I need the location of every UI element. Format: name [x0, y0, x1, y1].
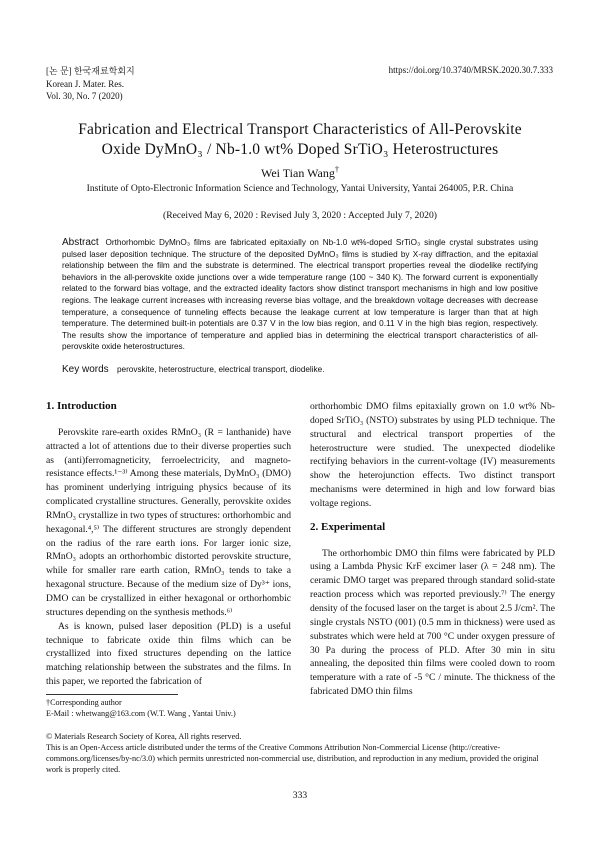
author-email: E-Mail : whetwang@163.com (W.T. Wang , Yantai Univ.): [46, 709, 236, 718]
page-number: 333: [292, 790, 308, 801]
intro-paragraph-2: As is known, pulsed laser deposition (PLD) is a useful technique to fabricate oxide thin films which can be crystallized into fixed structures depending on the lattice matching relationship between the substrates and the films. In this paper, we reported the fabrication of: [46, 620, 291, 688]
doi-link[interactable]: https://doi.org/10.3740/MRSK.2020.30.7.333: [388, 65, 553, 75]
journal-volume: Vol. 30, No. 7 (2020): [46, 91, 123, 101]
experimental-paragraph-1: The orthorhombic DMO thin films were fabricated by PLD using a Lambda Physic KrF excimer laser (λ = 248 nm). The ceramic DMO target was prepared through standard solid-state reaction process which was reported previously.⁷⁾ The energy density of the focused laser on the target is about 2.5 J/cm². The single crystals NSTO (001) (0.5 mm in thickness) were used as substrates which were held at 700 °C under oxygen pressure of 30 Pa during the process of PLD. After 30 min in situ annealing, the deposited thin films were cooled down to room temperature with a rate of -5 °C / minute. The thickness of the fabricated DMO thin films: [310, 547, 555, 698]
copyright-notice: © Materials Research Society of Korea, All rights reserved.: [46, 732, 242, 741]
keywords-text: perovskite, heterostructure, electrical transport, diodelike.: [116, 365, 325, 374]
title-line-1: Fabrication and Electrical Transport Characteristics of All-Perovskite: [78, 121, 522, 138]
intro-heading: 1. Introduction: [46, 400, 117, 412]
title-line-2: Oxide DyMnO₃ / Nb-1.0 wt% Doped SrTiO₃ Heterostructures: [101, 141, 499, 158]
author-name: Wei Tian Wang: [260, 166, 335, 180]
footnote-divider: [46, 694, 178, 695]
intro-paragraph-1: Perovskite rare-earth oxides RMnO₃ (R = lanthanide) have attracted a lot of attentions due to their diverse properties such as (anti)ferromagneticity, ferroelectricity, and magneto- resistance effects.¹⁻³⁾ Among these materials, DyMnO₃ (DMO) has prominent underlying intriguing physics because of its complicated crystalline structures. Generally, perovskite oxides RMnO₃ crystallize in two types of structures: orthorhombic and hexagonal.⁴,⁵⁾ The different structures are strongly dependent on the radius of the rare earth ions. For larger ionic size, RMnO₃ adopts an orthorhombic distorted perovskite structure, while for smaller rare earth cation, RMnO₃ tends to take a hexagonal structure. Because of the medium size of Dy³⁺ ions, DMO can be crystallized in either hexagonal or orthorhombic structures depending on the synthesis methods.⁶⁾: [46, 426, 291, 618]
received-dates: (Received May 6, 2020 : Revised July 3, 2020 : Accepted July 7, 2020): [163, 210, 437, 221]
abstract-label: Abstract: [62, 237, 99, 248]
experimental-heading: 2. Experimental: [310, 520, 386, 533]
intro-paragraph-3: orthorhombic DMO films epitaxially grown on 1.0 wt% Nb-doped SrTiO₃ (NSTO) substrates by using PLD technique. The structural and electrical transport properties of the heterostructure were studied. The unexpected diodelike rectifying behaviors in the current-voltage (IV) measurements show the heterojunction effects. Two distinct transport mechanisms were determined in high and low forward bias voltage regions.: [310, 401, 555, 509]
footnote-license: [46, 731, 554, 775]
abstract-text: Orthorhombic DyMnO₃ films are fabricated epitaxially on Nb-1.0 wt%-doped SrTiO₃ single crystal substrates using pulsed laser deposition technique. The structure of the deposited DyMnO₃ films is studied by X-ray diffraction, and the epitaxial relationship between the film and the substrate is determined. The electrical transport properties reveal the diodelike rectifying behaviors in the all-perovskite oxide junctions over a wide temperature range (100 ~ 340 K). The forward current is exponentially related to the forward bias voltage, and the extracted ideality factors show distinct transport mechanisms in high and low positive regions. The leakage current increases with increasing reverse bias voltage, and the breakdown voltage decreases with decrease temperature, a consequence of tunneling effects because the leakage current at low temperature is larger than that at high temperature. The determined built-in potentials are 0.37 V in the low bias region, and 0.11 V in the high bias region, respectively. The results show the importance of temperature and applied bias in determining the electrical transport characteristics of all-perovskite oxide heterostructures.: [62, 238, 539, 352]
journal-english: Korean J. Mater. Res.: [46, 78, 124, 89]
keywords-label: Key words: [62, 364, 109, 375]
author-line: [0, 166, 600, 181]
journal-header: [46, 65, 135, 103]
journal-korean: [논 문] 한국재료학회지: [46, 66, 135, 76]
author-mark: †: [334, 165, 340, 174]
abstract: [62, 237, 538, 353]
affiliation: Institute of Opto-Electronic Information Science and Technology, Yantai University, Yantai 264005, P.R. China: [86, 183, 514, 194]
license-notice: This is an Open-Access article distributed under the terms of the Creative Commons Attribution Non-Commercial License (http://creative-commons.org/licenses/by-nc/3.0) which permits unrestricted non-commercial use, distribution, and reproduction in any medium, provided the original work is properly cited.: [46, 743, 539, 774]
right-column: [310, 400, 555, 699]
corresponding-author: †Corresponding author: [46, 698, 122, 707]
paper-title: [30, 120, 570, 160]
left-column: [46, 400, 291, 689]
footnote-author: [46, 697, 554, 719]
keywords: [62, 364, 538, 375]
